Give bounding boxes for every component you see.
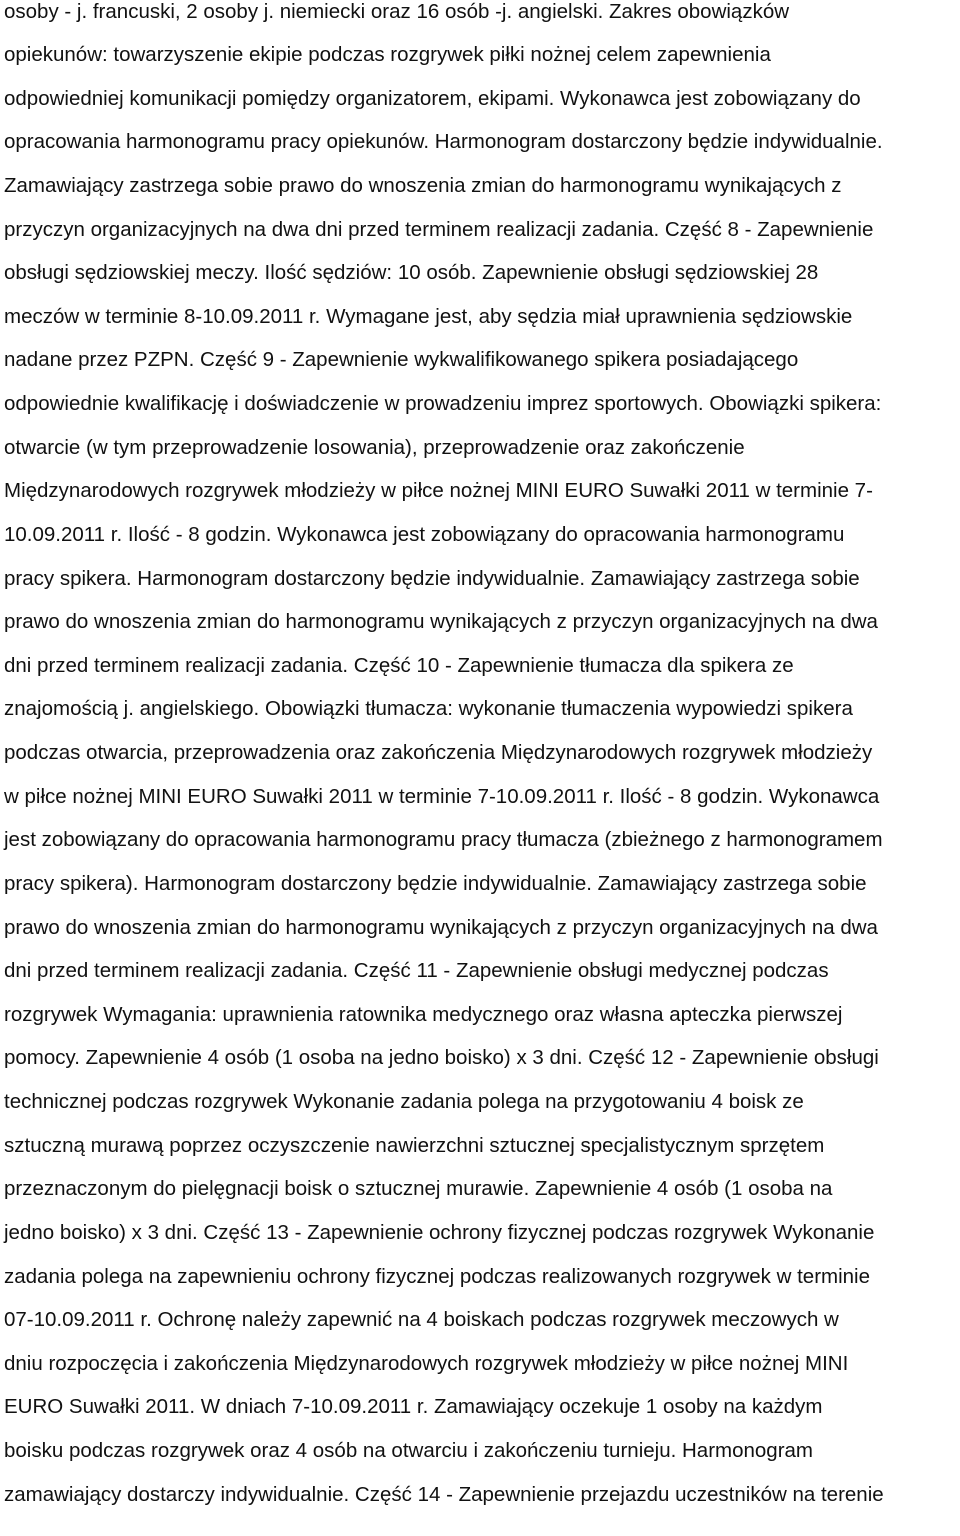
- text-line: dni przed terminem realizacji zadania. Część 10 - Zapewnienie tłumacza dla spikera ze: [4, 654, 794, 677]
- text-line: EURO Suwałki 2011. W dniach 7-10.09.2011 r. Zamawiający oczekuje 1 osoby na każdym: [4, 1395, 823, 1418]
- text-line: rozgrywek Wymagania: uprawnienia ratownika medycznego oraz własna apteczka pierwszej: [4, 1003, 843, 1026]
- text-line: technicznej podczas rozgrywek Wykonanie zadania polega na przygotowaniu 4 boisk ze: [4, 1090, 804, 1113]
- text-line: odpowiednie kwalifikację i doświadczenie w prowadzeniu imprez sportowych. Obowiązki spikera:: [4, 392, 882, 415]
- text-line: opracowania harmonogramu pracy opiekunów. Harmonogram dostarczony będzie indywidualnie.: [4, 130, 883, 153]
- text-line: otwarcie (w tym przeprowadzenie losowania), przeprowadzenie oraz zakończenie: [4, 436, 745, 459]
- text-line: pracy spikera. Harmonogram dostarczony będzie indywidualnie. Zamawiający zastrzega sobie: [4, 567, 860, 590]
- text-line: prawo do wnoszenia zmian do harmonogramu wynikających z przyczyn organizacyjnych na dwa: [4, 916, 878, 939]
- text-line: nadane przez PZPN. Część 9 - Zapewnienie wykwalifikowanego spikera posiadającego: [4, 348, 799, 371]
- text-line: Zamawiający zastrzega sobie prawo do wnoszenia zmian do harmonogramu wynikających z: [4, 174, 842, 197]
- text-line: w piłce nożnej MINI EURO Suwałki 2011 w terminie 7-10.09.2011 r. Ilość - 8 godzin. Wykonawca: [4, 785, 880, 808]
- text-line: osoby - j. francuski, 2 osoby j. niemiecki oraz 16 osób -j. angielski. Zakres obowiązków: [4, 0, 790, 23]
- text-line: podczas otwarcia, przeprowadzenia oraz zakończenia Międzynarodowych rozgrywek młodzieży: [4, 741, 873, 764]
- text-line: dniu rozpoczęcia i zakończenia Międzynarodowych rozgrywek młodzieży w piłce nożnej MINI: [4, 1352, 849, 1375]
- text-line: meczów w terminie 8-10.09.2011 r. Wymagane jest, aby sędzia miał uprawnienia sędziowskie: [4, 305, 853, 328]
- text-line: obsługi sędziowskiej meczy. Ilość sędziów: 10 osób. Zapewnienie obsługi sędziowskiej 28: [4, 261, 819, 284]
- text-line: zamawiający dostarczy indywidualnie. Część 14 - Zapewnienie przejazdu uczestników na terenie: [4, 1483, 884, 1506]
- text-line: prawo do wnoszenia zmian do harmonogramu wynikających z przyczyn organizacyjnych na dwa: [4, 610, 878, 633]
- text-line: pracy spikera). Harmonogram dostarczony będzie indywidualnie. Zamawiający zastrzega sobie: [4, 872, 867, 895]
- text-line: Międzynarodowych rozgrywek młodzieży w piłce nożnej MINI EURO Suwałki 2011 w terminie 7-: [4, 479, 873, 502]
- text-line: dni przed terminem realizacji zadania. Część 11 - Zapewnienie obsługi medycznej podczas: [4, 959, 829, 982]
- text-line: odpowiedniej komunikacji pomiędzy organizatorem, ekipami. Wykonawca jest zobowiązany do: [4, 87, 861, 110]
- text-line: pomocy. Zapewnienie 4 osób (1 osoba na jedno boisko) x 3 dni. Część 12 - Zapewnienie obsługi: [4, 1046, 879, 1069]
- text-line: boisku podczas rozgrywek oraz 4 osób na otwarciu i zakończeniu turnieju. Harmonogram: [4, 1439, 814, 1462]
- text-line: jest zobowiązany do opracowania harmonogramu pracy tłumacza (zbieżnego z harmonogramem: [4, 828, 883, 851]
- text-line: przeznaczonym do pielęgnacji boisk o sztucznej murawie. Zapewnienie 4 osób (1 osoba na: [4, 1177, 833, 1200]
- text-line: zadania polega na zapewnieniu ochrony fizycznej podczas realizowanych rozgrywek w terminie: [4, 1265, 871, 1288]
- text-line: 10.09.2011 r. Ilość - 8 godzin. Wykonawca jest zobowiązany do opracowania harmonogramu: [4, 523, 845, 546]
- text-line: 07-10.09.2011 r. Ochronę należy zapewnić na 4 boiskach podczas rozgrywek meczowych w: [4, 1308, 839, 1331]
- text-line: sztuczną murawą poprzez oczyszczenie nawierzchni sztucznej specjalistycznym sprzętem: [4, 1134, 825, 1157]
- text-line: jedno boisko) x 3 dni. Część 13 - Zapewnienie ochrony fizycznej podczas rozgrywek Wykonanie: [4, 1221, 875, 1244]
- text-line: znajomością j. angielskiego. Obowiązki tłumacza: wykonanie tłumaczenia wypowiedzi spikera: [4, 697, 853, 720]
- text-line: opiekunów: towarzyszenie ekipie podczas rozgrywek piłki nożnej celem zapewnienia: [4, 43, 771, 66]
- text-line: przyczyn organizacyjnych na dwa dni przed terminem realizacji zadania. Część 8 - Zapewnienie: [4, 218, 874, 241]
